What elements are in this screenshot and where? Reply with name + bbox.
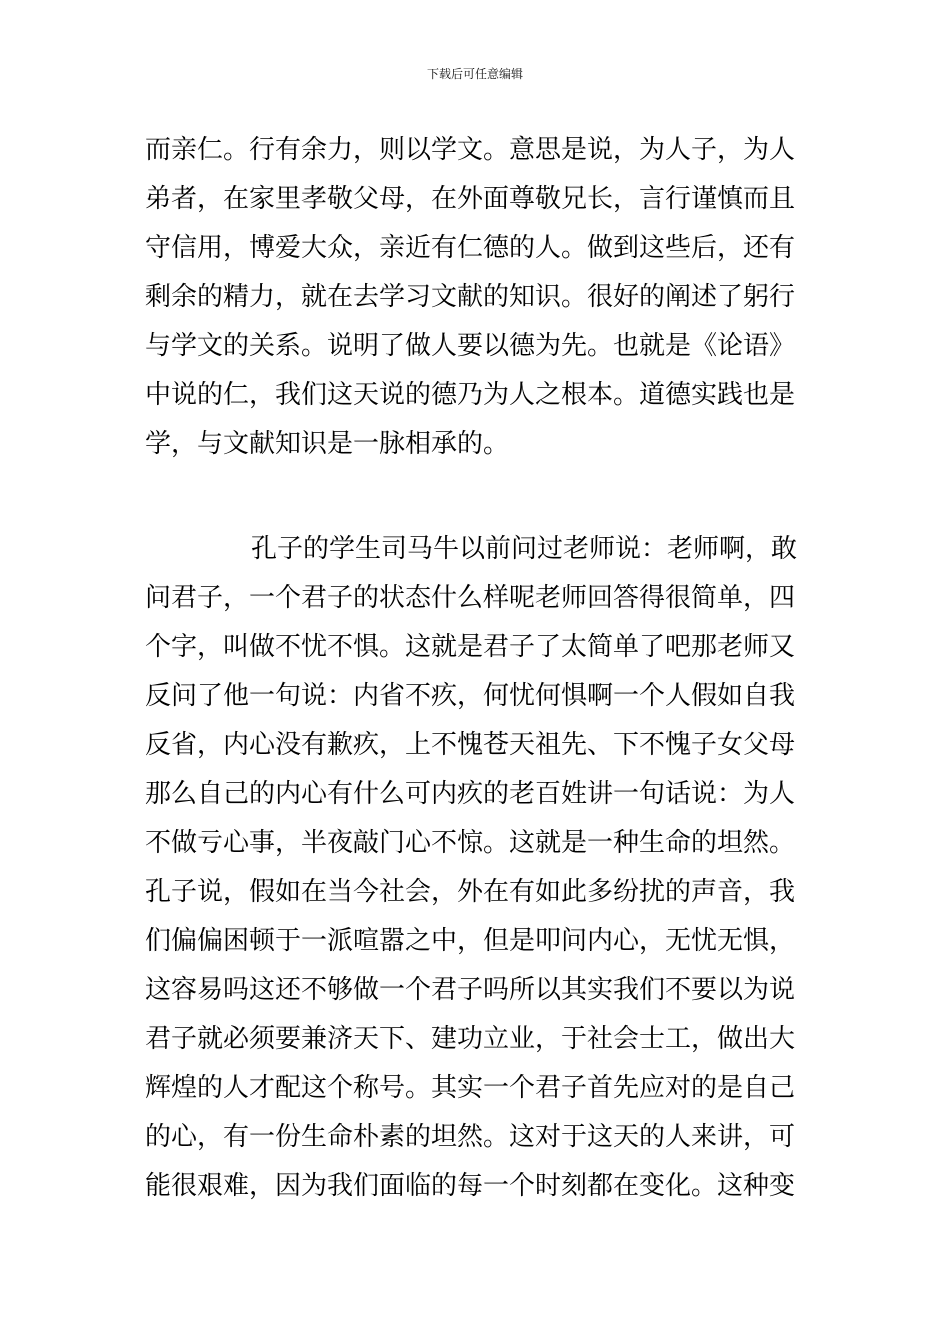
text-line: 孔子说，假如在当今社会，外在有如此多纷扰的声音，我 (145, 877, 796, 907)
paragraph-2 (145, 525, 810, 1211)
text-line: 问君子，一个君子的状态什么样呢老师回答得很简单，四 (145, 583, 796, 613)
text-line: 不做亏心事，半夜敲门心不惊。这就是一种生命的坦然。 (145, 828, 796, 858)
text-line-indented: 孔子的学生司马牛以前问过老师说：老师啊，敢 (251, 534, 798, 564)
text-line: 这容易吗这还不够做一个君子吗所以其实我们不要以为说 (145, 975, 796, 1005)
text-line: 剩余的精力，就在去学习文献的知识。很好的阐述了躬行 (145, 282, 796, 312)
text-line: 反问了他一句说：内省不疚，何忧何惧啊一个人假如自我 (145, 681, 796, 711)
text-line: 个字，叫做不忧不惧。这就是君子了太简单了吧那老师又 (145, 632, 796, 662)
text-line: 守信用，博爱大众，亲近有仁德的人。做到这些后，还有 (145, 233, 796, 263)
paragraph-1 (145, 126, 810, 469)
text-line: 弟者，在家里孝敬父母，在外面尊敬兄长，言行谨慎而且 (145, 184, 796, 214)
text-line: 的心，有一份生命朴素的坦然。这对于这天的人来讲，可 (145, 1122, 796, 1152)
text-line: 们偏偏困顿于一派喧嚣之中，但是叩问内心，无忧无惧， (145, 926, 796, 956)
header-note: 下载后可任意编辑 (426, 67, 523, 81)
text-line: 中说的仁，我们这天说的德乃为人之根本。道德实践也是 (145, 380, 796, 410)
text-line: 反省，内心没有歉疚，上不愧苍天祖先、下不愧子女父母 (145, 730, 796, 760)
text-line: 而亲仁。行有余力，则以学文。意思是说，为人子，为人 (145, 135, 796, 165)
text-line: 那么自己的内心有什么可内疚的老百姓讲一句话说：为人 (145, 779, 796, 809)
text-line: 学，与文献知识是一脉相承的。 (145, 429, 510, 459)
text-line: 与学文的关系。说明了做人要以德为先。也就是《论语》 (145, 331, 796, 361)
text-line: 能很艰难，因为我们面临的每一个时刻都在变化。这种变 (145, 1171, 796, 1201)
text-line: 辉煌的人才配这个称号。其实一个君子首先应对的是自己 (145, 1073, 796, 1103)
text-line: 君子就必须要兼济天下、建功立业，于社会士工，做出大 (145, 1024, 796, 1054)
